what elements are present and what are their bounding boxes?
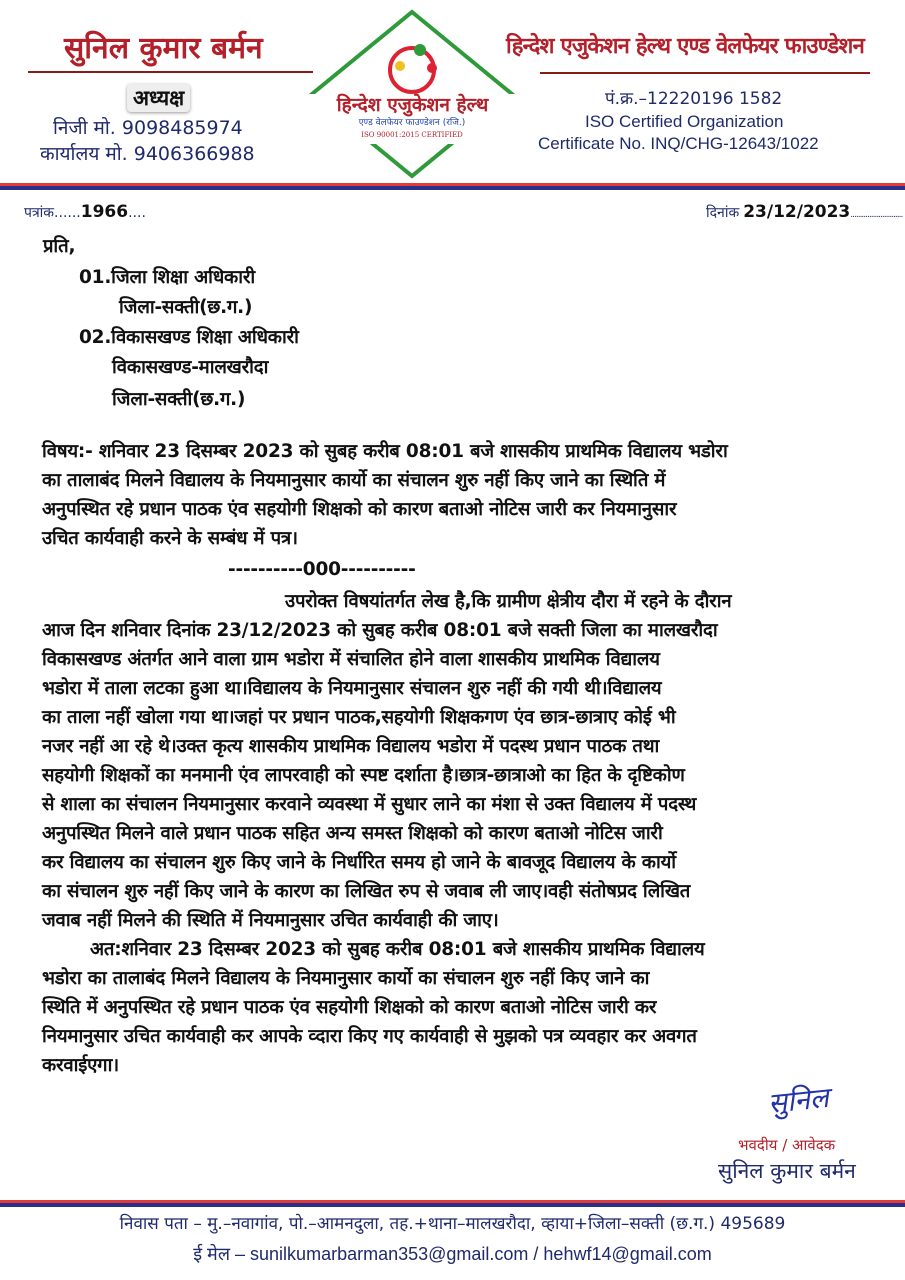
residential-address: निवास पता – मु.–नवागांव, पो.–आमनदुला, तह.+थाना–मालखरौदा, व्हाया+जिला–सक्ती (छ.ग.) 495689 bbox=[119, 1214, 786, 1234]
reference bbox=[24, 202, 146, 222]
body-line: जवाब नहीं मिलने की स्थिति में नियमानुसार उचित कार्यवाही की जाए। bbox=[42, 910, 499, 931]
conclusion-line: अत:शनिवार 23 दिसम्बर 2023 को सुबह करीब 08:01 बजे शासकीय प्राथमिक विद्यालय bbox=[90, 939, 705, 960]
subject-line: का तालाबंद मिलने विद्यालय के नियमानुसार कार्यो का संचालन शुरु नहीं किए जाने का स्थिति में bbox=[42, 470, 666, 491]
email-addresses: ई मेल – sunilkumarbarman353@gmail.com / hehwf14@gmail.com bbox=[193, 1244, 712, 1264]
handwritten-signature: सुनिल bbox=[766, 1080, 831, 1121]
body-line: कर विद्यालय का संचालन शुरु किए जाने के निर्धारित समय हो जाने के बावजूद विद्यालय के कार्यो bbox=[42, 852, 676, 873]
ornament-divider bbox=[28, 71, 313, 73]
conclusion-line: करवाईएगा। bbox=[42, 1055, 119, 1076]
signatory-name: सुनिल कुमार बर्मन bbox=[718, 1159, 856, 1183]
body-line: भडोरा में ताला लटका हुआ था।विद्यालय के नियमानुसार संचालन शुरु नहीं की गयी थी।विद्यालय bbox=[42, 678, 662, 699]
body-paragraph bbox=[42, 587, 731, 1080]
closing: भवदीय / आवेदक bbox=[738, 1136, 836, 1154]
subject-line: विषय:- शनिवार 23 दिसम्बर 2023 को सुबह करीब 08:01 बजे शासकीय प्राथमिक विद्यालय भडोरा bbox=[42, 441, 728, 462]
logo-certification: ISO 90001:2015 CERTIFIED bbox=[361, 131, 463, 139]
reference-dots: .... bbox=[128, 205, 146, 221]
organization-name: हिन्देश एजुकेशन हेल्थ एण्ड वेलफेयर फाउण्डेशन bbox=[506, 33, 864, 59]
registration-number: पं.क्र.–12220196 1582 bbox=[605, 89, 783, 109]
body-line: नजर नहीं आ रहे थे।उक्त कृत्य शासकीय प्राथमिक विद्यालय भडोरा में पदस्थ प्रधान पाठक तथा bbox=[42, 736, 660, 757]
salutation: प्रति, bbox=[43, 236, 76, 257]
logo-title: हिन्देश एजुकेशन हेल्थ bbox=[336, 94, 489, 116]
conclusion-line: नियमानुसार उचित कार्यवाही कर आपके व्दारा किए गए कार्यवाही से मुझको पत्र व्यवहार कर अवगत bbox=[42, 1026, 697, 1047]
date-value: 23/12/2023 bbox=[743, 202, 851, 222]
office-mobile: कार्यालय मो. 9406366988 bbox=[40, 143, 255, 165]
conclusion-line: स्थिति में अनुपस्थित रहे प्रधान पाठक एंव सहयोगी शिक्षको को कारण बताओ नोटिस जारी कर bbox=[42, 997, 657, 1018]
recipient-line: जिला-सक्ती(छ.ग.) bbox=[112, 389, 246, 410]
recipient-line: 01.जिला शिक्षा अधिकारी bbox=[79, 267, 255, 288]
separator: ----------000---------- bbox=[228, 559, 416, 580]
reference-label: पत्रांक...... bbox=[24, 205, 81, 221]
date-label: दिनांक bbox=[706, 205, 740, 221]
subject-line: उचित कार्यवाही करने के सम्बंध में पत्र। bbox=[42, 528, 298, 549]
date bbox=[706, 202, 902, 222]
recipient-line: 02.विकासखण्ड शिक्षा अधिकारी bbox=[79, 327, 299, 348]
recipient-line: जिला-सक्ती(छ.ग.) bbox=[119, 297, 253, 318]
body-line: सहयोगी शिक्षकों का मनमानी एंव लापरवाही को स्पष्ट दर्शाता है।छात्र-छात्राओ का हित के दृष्टिकोण bbox=[42, 765, 685, 786]
recipient-line: विकासखण्ड-मालखरौदा bbox=[112, 357, 269, 378]
certificate-number: Certificate No. INQ/CHG-12643/1022 bbox=[538, 134, 819, 153]
logo-subtitle: एण्ड वेलफेयर फाउण्डेशन (रजि.) bbox=[358, 118, 466, 128]
iso-line: ISO Certified Organization bbox=[585, 112, 784, 131]
designation-badge: अध्यक्ष bbox=[127, 84, 190, 112]
body-line: का संचालन शुरु नहीं किए जाने के कारण का लिखित रुप से जवाब ली जाए।वही संतोषप्रद लिखित bbox=[42, 881, 691, 902]
body-line: उपरोक्त विषयांतर्गत लेख है,कि ग्रामीण क्षेत्रीय दौरा में रहने के दौरान bbox=[285, 591, 732, 612]
president-name: सुनिल कुमार बर्मन bbox=[64, 31, 263, 66]
ornament-divider bbox=[540, 72, 870, 74]
footer-divider bbox=[0, 1203, 905, 1207]
subject-line: अनुपस्थित रहे प्रधान पाठक एंव सहयोगी शिक्षको को कारण बताओ नोटिस जारी कर नियमानुसार bbox=[42, 499, 677, 520]
personal-mobile: निजी मो. 9098485974 bbox=[53, 117, 243, 139]
conclusion-line: भडोरा का तालाबंद मिलने विद्यालय के नियमानुसार कार्यो का संचालन शुरु नहीं किए जाने का bbox=[42, 968, 650, 989]
body-line: आज दिन शनिवार दिनांक 23/12/2023 को सुबह करीब 08:01 बजे सक्ती जिला का मालखरौदा bbox=[42, 620, 718, 641]
date-dots: ............................ bbox=[850, 210, 903, 220]
body-line: का ताला नहीं खोला गया था।जहां पर प्रधान पाठक,सहयोगी शिक्षकगण एंव छात्र-छात्राए कोई भी bbox=[42, 707, 676, 728]
subject bbox=[42, 437, 728, 553]
header-divider bbox=[0, 186, 905, 190]
reference-number: 1966 bbox=[80, 202, 129, 222]
body-line: से शाला का संचालन नियमानुसार करवाने व्यवस्था में सुधार लाने का मंशा से उक्त विद्यालय में पदस्थ bbox=[42, 794, 697, 815]
body-line: विकासखण्ड अंतर्गत आने वाला ग्राम भडोरा में संचालित होने वाला शासकीय प्राथमिक विद्यालय bbox=[42, 649, 660, 670]
body-line: अनुपस्थित मिलने वाले प्रधान पाठक सहित अन्य समस्त शिक्षको को कारण बताओ नोटिस जारी bbox=[42, 823, 663, 844]
logo bbox=[292, 8, 532, 180]
